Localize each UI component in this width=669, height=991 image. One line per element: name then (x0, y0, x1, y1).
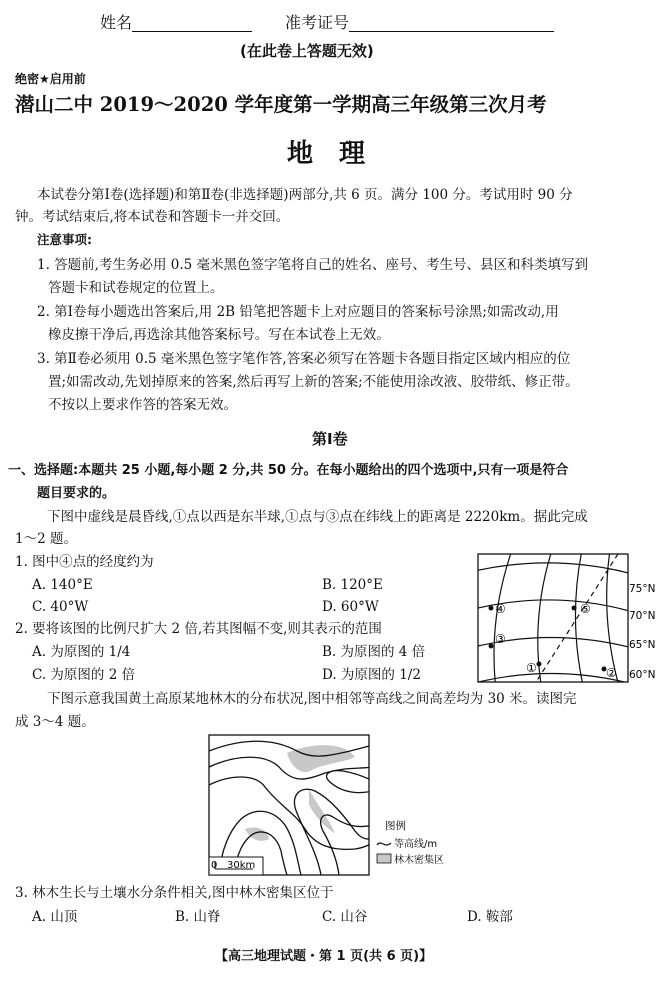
notice-line: 1. 答题前,考生务必用 0.5 毫米黑色签字笔将自己的姓名、座号、考生号、县区和科类填写到 (37, 257, 589, 273)
legend-contour-swatch (377, 843, 391, 845)
point-1 (537, 662, 542, 667)
point-4 (489, 606, 494, 611)
legend-contour-label: 等高线/m (394, 839, 438, 850)
notice-line: 橡皮擦干净后,再选涂其他答案标号。写在本试卷上无效。 (48, 327, 390, 343)
point-1-label: ① (526, 661, 537, 675)
secret-mark: 绝密★启用前 (15, 72, 86, 86)
q2-option-c: C. 为原图的 2 倍 (32, 667, 136, 683)
point-5-label: ⑤ (580, 602, 591, 616)
q1-option-a: A. 140°E (32, 577, 93, 593)
point-3-label: ③ (495, 632, 506, 646)
contour-line (327, 771, 373, 793)
lat-label: 75°N (629, 583, 656, 595)
q3-option-c: C. 山谷 (322, 909, 368, 925)
legend-title: 图例 (385, 820, 406, 832)
q2-option-b: B. 为原图的 4 倍 (322, 644, 426, 660)
question-3: 3. 林木生长与土壤水分条件相关,图中林木密集区位于 (15, 885, 334, 901)
notice-line: 3. 第Ⅱ卷必须用 0.5 毫米黑色签字笔作答,答案必须写在答题卡各题目指定区域内相应的位 (37, 351, 571, 367)
legend-forest-label: 林木密集区 (394, 855, 444, 866)
scale-zero: 0 (211, 860, 218, 871)
stem-2: 下图示意我国黄土高原某地林木的分布状况,图中相邻等高线之间高差均为 30 米。读图完 (47, 691, 577, 707)
name-label: 姓名 (100, 13, 133, 32)
contour-map (205, 733, 445, 878)
forest-area (245, 827, 269, 840)
graticule-map (470, 550, 666, 690)
question-2: 2. 要将该图的比例尺扩大 2 倍,若其图幅不变,则其表示的范围 (15, 621, 382, 637)
scale-label: 30km (227, 860, 256, 871)
lat-label: 65°N (629, 639, 656, 651)
notice-line: 不按以上要求作答的答案无效。 (48, 397, 237, 413)
q2-option-d: D. 为原图的 1/2 (322, 667, 421, 683)
intro-line-1: 本试卷分第Ⅰ卷(选择题)和第Ⅱ卷(非选择题)两部分,共 6 页。满分 100 分。考试用时 90 分 (37, 187, 573, 203)
notice-title: 注意事项: (37, 232, 92, 247)
lat-label: 60°N (629, 669, 656, 681)
notice-line: 答题卡和试卷规定的位置上。 (48, 280, 224, 296)
q1-option-c: C. 40°W (32, 599, 89, 615)
answer-invalid-note: (在此卷上答题无效) (240, 42, 374, 60)
q3-option-b: B. 山脊 (175, 909, 221, 925)
legend-forest-swatch (377, 854, 391, 863)
section-heading-cont: 题目要求的。 (37, 486, 116, 501)
q1-option-d: D. 60°W (322, 599, 379, 615)
q3-option-d: D. 鞍部 (467, 909, 513, 925)
forest-area (287, 745, 355, 772)
q1-option-b: B. 120°E (322, 577, 383, 593)
q3-option-a: A. 山顶 (32, 909, 78, 925)
page-footer: 【高三地理试题・第 1 页(共 6 页)】 (215, 949, 433, 964)
point-5 (572, 606, 577, 611)
q2-option-a: A. 为原图的 1/4 (32, 644, 131, 660)
question-1: 1. 图中④点的经度约为 (15, 554, 154, 570)
notice-line: 置;如需改动,先划掉原来的答案,然后再写上新的答案;不能使用涂改液、胶带纸、修正带。 (48, 374, 579, 390)
stem-1: 下图中虚线是晨昏线,①点以西是东半球,①点与③点在纬线上的距离是 2220km。据此完成 (47, 509, 588, 525)
notice-line: 2. 第Ⅰ卷每小题选出答案后,用 2B 铅笔把答题卡上对应题目的答案标号涂黑;如需改动,用 (37, 304, 559, 320)
lat-label: 70°N (629, 610, 656, 622)
name-field (100, 14, 252, 32)
exam-title: 潜山二中 2019～2020 学年度第一学期高三年级第三次月考 (15, 93, 547, 116)
point-3 (489, 644, 494, 649)
point-4-label: ④ (495, 602, 506, 616)
exam-number-label: 准考证号 (285, 13, 350, 32)
exam-number-field (285, 14, 554, 32)
stem-1-cont: 1～2 题。 (15, 531, 77, 547)
section-heading: 一、选择题:本题共 25 小题,每小题 2 分,共 50 分。在每小题给出的四个选项中,只有一项是符合 (8, 463, 569, 478)
point-2-label: ② (606, 666, 617, 680)
name-blank (132, 15, 252, 32)
stem-2-cont: 成 3～4 题。 (15, 714, 95, 730)
part-title: 第Ⅰ卷 (312, 430, 348, 448)
intro-line-2: 钟。考试结束后,将本试卷和答题卡一并交回。 (15, 209, 290, 225)
subject-title: 地 理 (287, 139, 366, 169)
exam-number-blank (349, 15, 554, 32)
